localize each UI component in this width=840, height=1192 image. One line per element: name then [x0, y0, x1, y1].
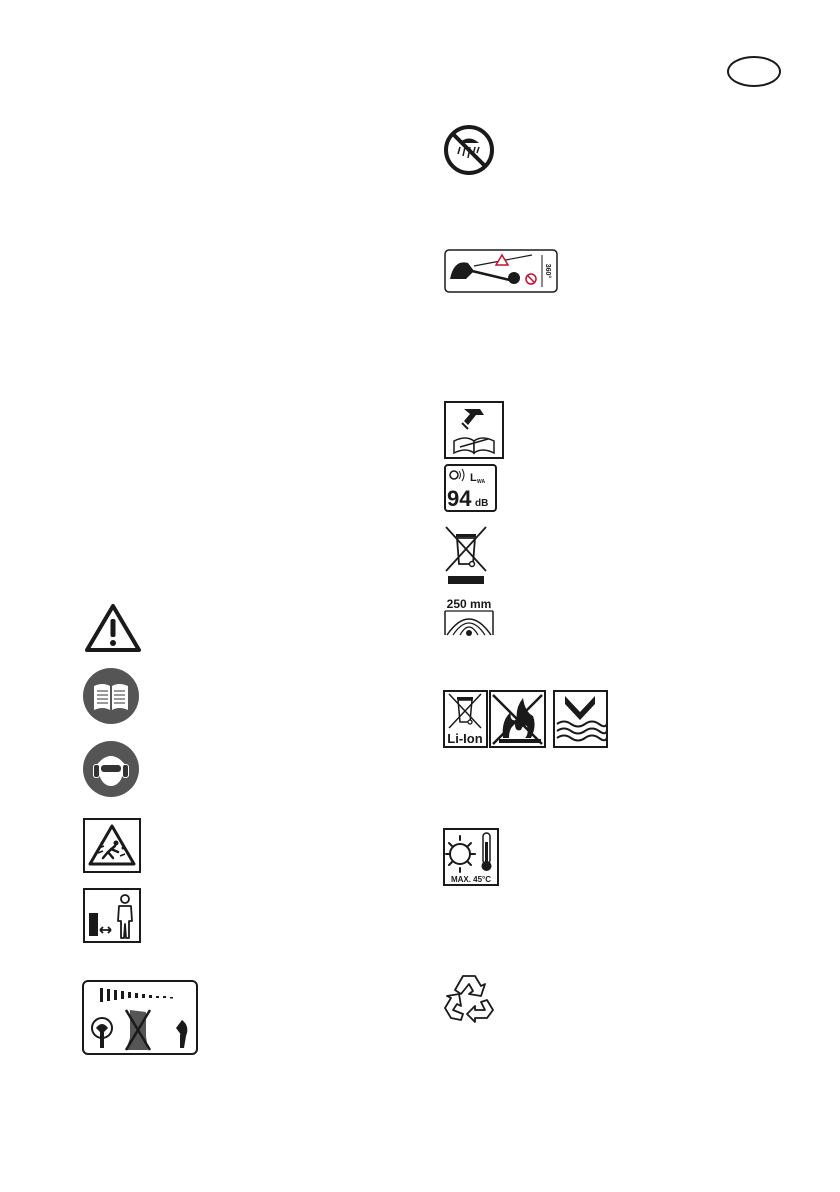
language-badge: [727, 56, 781, 87]
trimmer-rotation-360-label-icon: [444, 249, 558, 293]
service-manual-icon: [444, 401, 504, 459]
keep-bystanders-distance-icon: [83, 888, 141, 943]
sound-subscript: WA: [477, 479, 486, 485]
run-down-protective-gear-icon: [82, 980, 198, 1055]
sound-value: 94: [447, 486, 472, 511]
sound-symbol: L: [470, 472, 477, 484]
angle-label: 360°: [544, 263, 551, 279]
cut-diameter-label: 250 mm: [446, 597, 492, 611]
battery-disposal-warnings-icon: [443, 690, 608, 748]
warning-triangle-icon: [84, 603, 142, 653]
max-temperature-icon: [443, 828, 499, 886]
no-rain-icon: [443, 124, 495, 176]
max-temp-label: MAX. 45°C: [450, 875, 492, 884]
sound-power-level-icon: [444, 464, 497, 512]
flying-objects-warning-icon: [83, 818, 141, 873]
cutting-diameter-icon: [444, 597, 494, 637]
recycling-icon: [443, 972, 495, 1022]
no-household-waste-icon: [444, 524, 488, 586]
sound-unit: dB: [475, 498, 489, 509]
read-manual-icon: [82, 667, 140, 725]
battery-type-label: Li-Ion: [447, 731, 483, 746]
ear-eye-protection-icon: [82, 740, 140, 798]
